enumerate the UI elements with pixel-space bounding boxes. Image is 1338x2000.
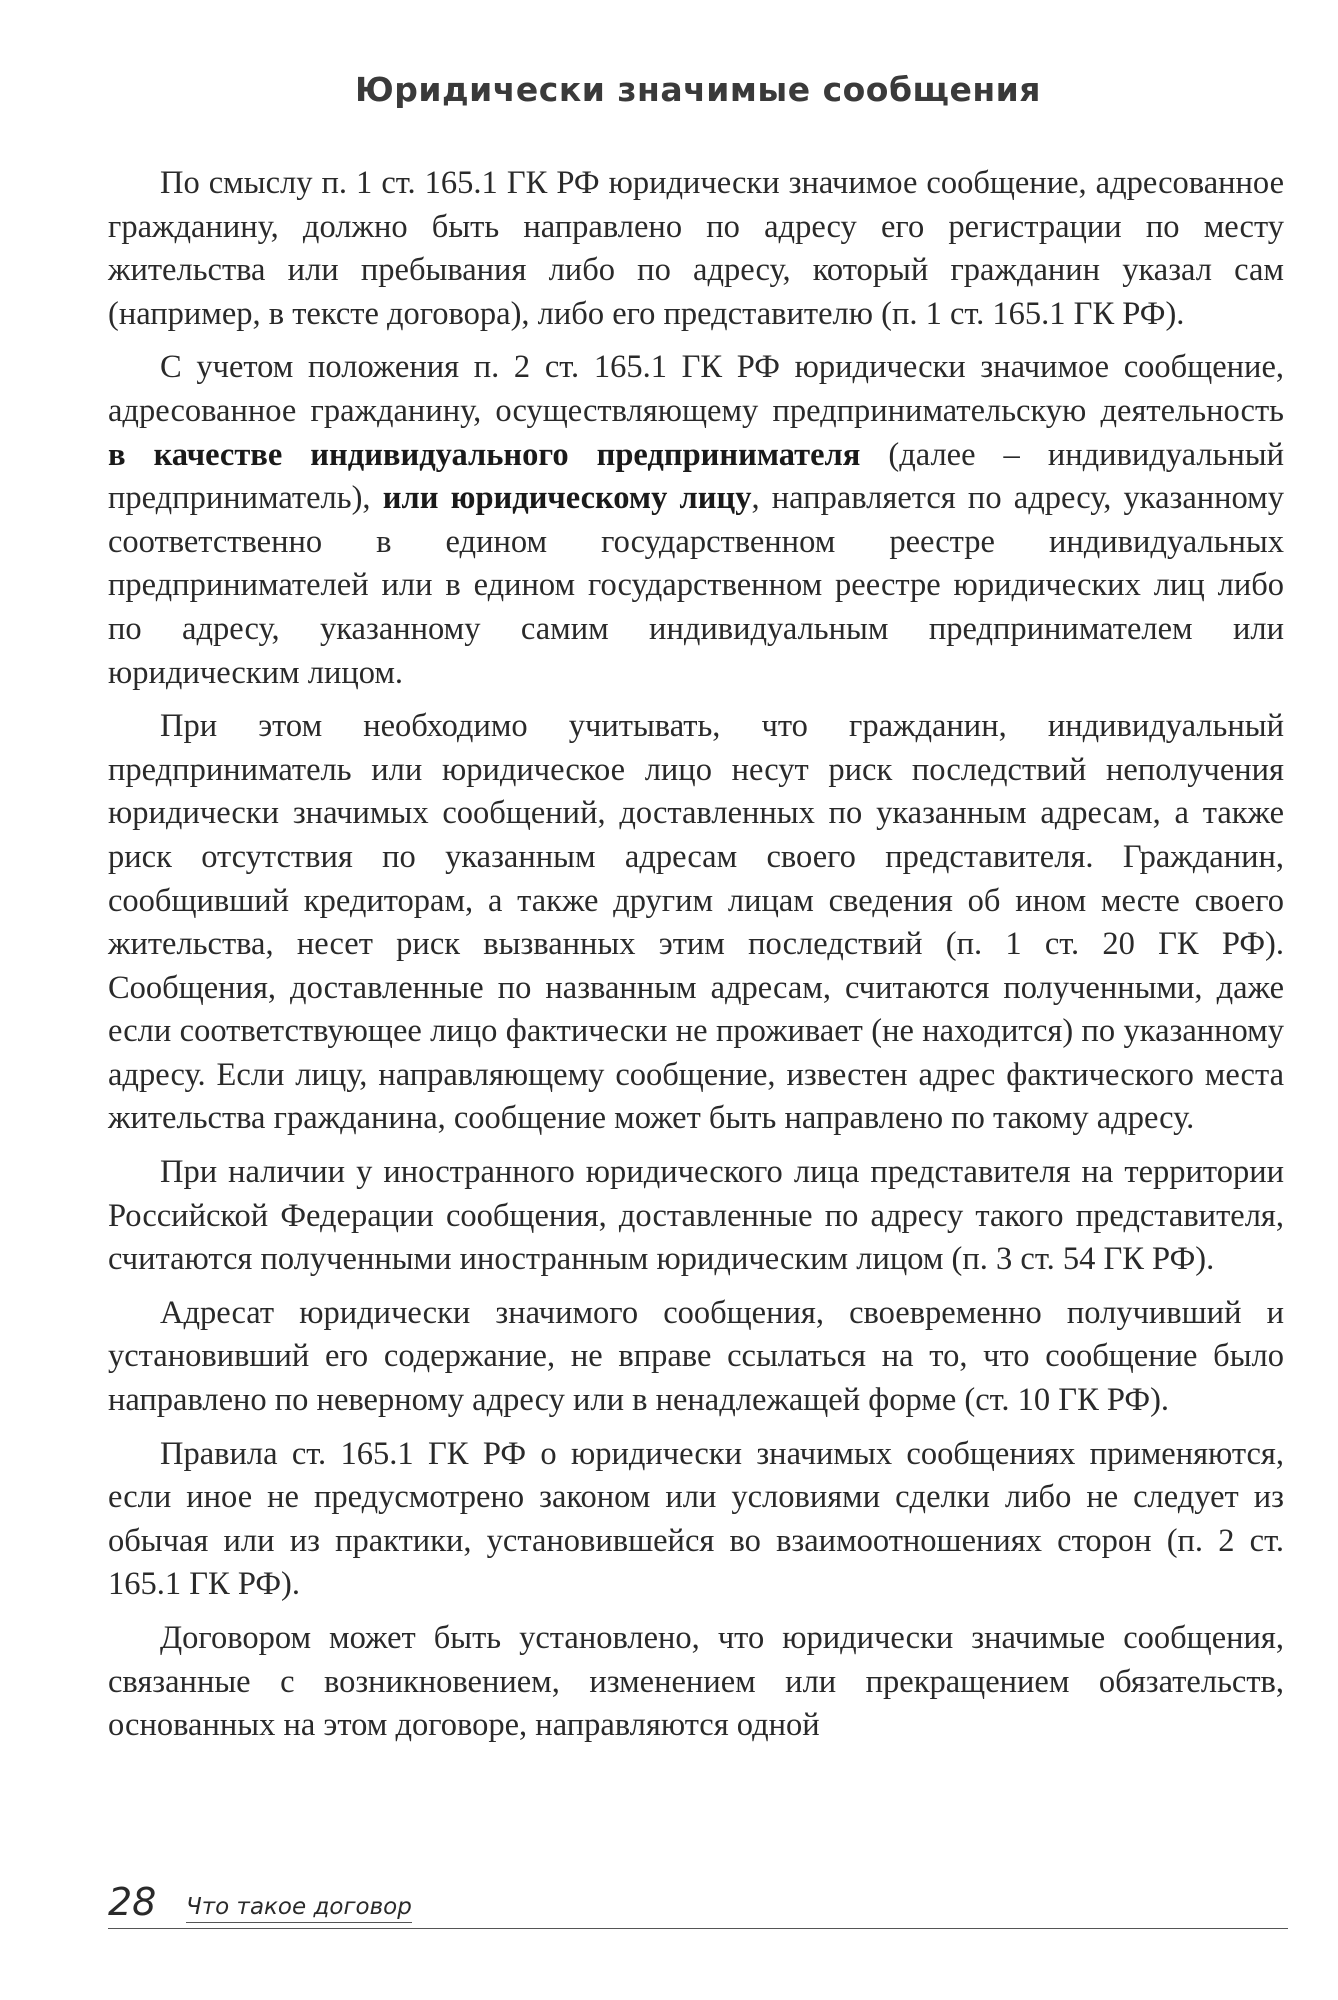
text-run: (далее – индивидуальный предприниматель),	[108, 436, 1284, 517]
text-run: Адресат юридически значимого сообщения, своевременно получивший и установивший его содержание, не вправе ссылаться на то, что сообщение было направлено по неверному адресу или в ненадлежащей форме (ст. 10 ГК РФ).	[108, 1294, 1284, 1419]
bold-text: в качестве индивидуального предпринимателя	[108, 436, 861, 473]
paragraph	[108, 162, 1284, 336]
text-run: С учетом положения п. 2 ст. 165.1 ГК РФ юридически значимое сообщение, адресованное гражданину, осуществляющему предпринимательскую деятельность	[108, 349, 1284, 429]
bold-text: или юридическому лицу	[382, 480, 752, 517]
text-run: Правила ст. 165.1 ГК РФ о юридически значимых сообщениях применяются, если иное не предусмотрено законом или условиями сделки либо не следует из обычая или из практики, установившейся во взаимоотношениях сторон (п. 2 ст. 165.1 ГК РФ).	[108, 1435, 1284, 1603]
text-run: При наличии у иностранного юридического лица представителя на территории Российской Федерации сообщения, доставленные по адресу такого представителя, считаются полученными иностранным юридическим лицом (п. 3 ст. 54 ГК РФ).	[108, 1154, 1284, 1278]
paragraph	[108, 1433, 1284, 1607]
text-run: Договором может быть установлено, что юридически значимые сообщения, связанные с возникновением, изменением или прекращением обязательств, основанных на этом договоре, направляются одной	[108, 1620, 1284, 1744]
paragraph	[108, 346, 1284, 695]
paragraph	[108, 1151, 1284, 1282]
body-text	[108, 162, 1284, 1758]
paragraph	[108, 705, 1284, 1141]
running-title: Что такое договор	[186, 1892, 412, 1923]
paragraph	[108, 1292, 1284, 1423]
page-footer	[108, 1880, 1288, 1929]
page-number: 28	[108, 1880, 157, 1924]
text-run: , направляется по адресу, указанному соответственно в едином государственном реестре индивидуальных предпринимателей или в едином государственном реестре юридических лиц либо по адресу, указанному самим индивидуальным предпринимателем или юридическим лицом.	[108, 480, 1284, 691]
paragraph	[108, 1617, 1284, 1748]
section-heading: Юридически значимые сообщения	[355, 70, 1041, 109]
text-run: При этом необходимо учитывать, что гражданин, индивидуальный предприниматель или юридическое лицо несут риск последствий неполучения юридически значимых сообщений, доставленных по указанным адресам, а также риск отсутствия по указанным адресам своего представителя. Гражданин, сообщивший кредиторам, а также другим лицам сведения об ином месте своего жительства, несет риск вызванных этим последствий (п. 1 ст. 20 ГК РФ). Сообщения, доставленные по названным адресам, считаются полученными, даже если соответствующее лицо фактически не проживает (не находится) по указанному адресу. Если лицу, направляющему сообщение, известен адрес фактического места жительства гражданина, сообщение может быть направлено по такому адресу.	[108, 708, 1284, 1137]
text-run: По смыслу п. 1 ст. 165.1 ГК РФ юридически значимое сообщение, адресованное гражданину, должно быть направлено по адресу его регистрации по месту жительства или пребывания либо по адресу, который гражданин указал сам (например, в тексте договора), либо его представителю (п. 1 ст. 165.1 ГК РФ).	[108, 165, 1284, 332]
